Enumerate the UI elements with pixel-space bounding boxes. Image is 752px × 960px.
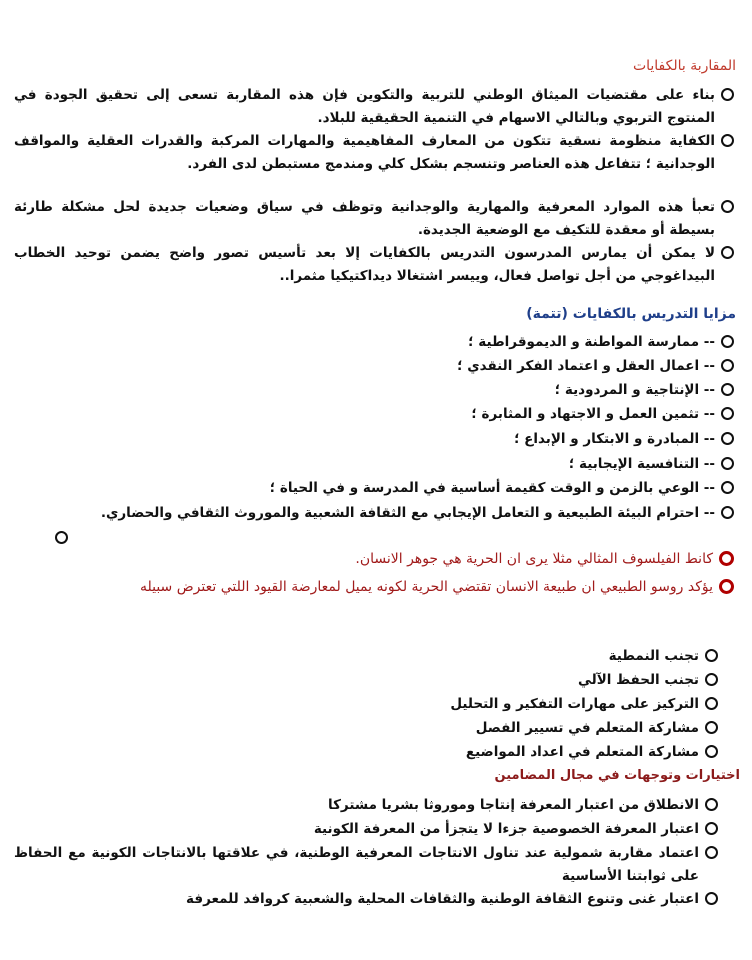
circle-bullet-icon (721, 88, 734, 101)
circle-bullet-icon (721, 200, 734, 213)
circle-bullet-icon (721, 134, 734, 147)
list-item (14, 693, 718, 716)
list-item (14, 669, 718, 692)
list-item (14, 130, 734, 176)
list-item (14, 331, 734, 354)
circle-bullet-icon (705, 697, 718, 710)
list-item-text: اعتبار غنى وتنوع الثقافة الوطنية والثقافات المحلية والشعبية كروافد للمعرفة (186, 891, 699, 907)
circle-bullet-icon (705, 721, 718, 734)
list-item (14, 403, 734, 426)
list-item-text: -- تثمين العمل و الاجتهاد و المثابرة ؛ (471, 406, 715, 422)
list-item (14, 818, 718, 841)
list-item-text: التركيز على مهارات التفكير و التحليل (450, 696, 699, 712)
list-item-text: كانط الفيلسوف المثالي مثلا يرى ان الحرية هي جوهر الانسان. (355, 551, 713, 567)
circle-bullet-icon (721, 432, 734, 445)
circle-bullet-icon (721, 481, 734, 494)
list-item (14, 428, 734, 451)
section-title-content-choices: اختيارات وتوجهات في مجال المضامين (494, 768, 740, 783)
list-item-text: -- الوعي بالزمن و الوقت كقيمة أساسية في المدرسة و في الحياة ؛ (269, 480, 715, 496)
list-item-text: يؤكد روسو الطبيعي ان طبيعة الانسان تقتضي الحرية لكونه يميل لمعارضة القيود اللتي تعترض سبيله (139, 579, 713, 595)
circle-bullet-icon (721, 506, 734, 519)
circle-bullet-icon (705, 649, 718, 662)
list-item (14, 477, 734, 500)
list-item (14, 574, 734, 600)
empty-bullet-icon (55, 531, 68, 544)
list-item-text: -- احترام البيئة الطبيعية و التعامل الإيجابي مع الثقافة الشعبية والموروث الثقافي والحضاري. (100, 505, 715, 521)
list-item-text: الانطلاق من اعتبار المعرفة إنتاجا وموروثا بشريا مشتركا (328, 797, 699, 813)
list-item (14, 453, 734, 476)
list-item (14, 717, 718, 740)
list-item-text: اعتبار المعرفة الخصوصية جزءا لا يتجزأ من المعرفة الكونية (313, 821, 699, 837)
list-item-text: -- المبادرة و الابتكار و الإبداع ؛ (514, 431, 715, 447)
list-item (14, 888, 718, 911)
list-item (14, 645, 718, 668)
list-item-text: -- الإنتاجية و المردودية ؛ (554, 382, 715, 398)
circle-bullet-icon (719, 551, 734, 566)
list-item-text: مشاركة المتعلم في تسيير الفصل (475, 720, 699, 736)
list-item (14, 242, 734, 288)
circle-bullet-icon (721, 246, 734, 259)
circle-bullet-icon (721, 407, 734, 420)
circle-bullet-icon (705, 798, 718, 811)
circle-bullet-icon (721, 457, 734, 470)
list-item (14, 355, 734, 378)
section-title-competencies: المقاربة بالكفايات (632, 58, 736, 74)
list-item-text: مشاركة المتعلم في اعداد المواضيع (465, 744, 699, 760)
circle-bullet-icon (705, 892, 718, 905)
circle-bullet-icon (705, 846, 718, 859)
circle-bullet-icon (721, 335, 734, 348)
list-item-text: تعبأ هذه الموارد المعرفية والمهارية والوجدانية وتوظف في سياق وضعيات جديدة لحل مشكلة طارئة بسيطة أو معقدة للتكيف مع الوضعية الجديدة. (14, 199, 715, 238)
circle-bullet-icon (705, 822, 718, 835)
list-item (14, 196, 734, 242)
list-item-text: بناء على مقتضيات الميثاق الوطني للتربية والتكوين فإن هذه المقاربة تسعى إلى تحقيق الجودة في المنتوج التربوي وبالتالي الاسهام في التنمية الحقيقية للبلاد. (14, 87, 715, 126)
list-item-text: تجنب الحفظ الآلي (577, 672, 699, 688)
section-title-advantages: مزايا التدريس بالكفايات (تتمة) (526, 306, 736, 322)
list-item (14, 546, 734, 572)
list-item-text: -- التنافسية الإيجابية ؛ (568, 456, 715, 472)
list-item-text: -- اعمال العقل و اعتماد الفكر النقدي ؛ (457, 358, 715, 374)
circle-bullet-icon (705, 745, 718, 758)
circle-bullet-icon (721, 383, 734, 396)
circle-bullet-icon (719, 579, 734, 594)
list-item-text: تجنب النمطية (608, 648, 699, 664)
list-item (14, 84, 734, 130)
list-item-text: -- ممارسة المواطنة و الديموقراطية ؛ (468, 334, 715, 350)
list-item-text: الكفاية منظومة نسقية تتكون من المعارف المفاهيمية والمهارات المركبة والقدرات العقلية والمواقف الوجدانية ؛ تتفاعل هذه العناصر وتنسجم بشكل كلي ومندمج مستبطن لدى الفرد. (14, 133, 715, 172)
list-item (14, 741, 718, 764)
circle-bullet-icon (721, 359, 734, 372)
list-item-text: لا يمكن أن يمارس المدرسون التدريس بالكفايات إلا بعد تأسيس تصور واضح يضمن توحيد الخطاب البيداغوجي من أجل تواصل فعال، وييسر اشتغالا ديداكتيكيا مثمرا.. (14, 245, 715, 284)
list-item (14, 794, 718, 817)
list-item (14, 502, 734, 525)
circle-bullet-icon (705, 673, 718, 686)
list-item (14, 842, 718, 888)
list-item-text: اعتماد مقاربة شمولية عند تناول الانتاجات المعرفية الوطنية، في علاقتها بالانتاجات الكونية مع الحفاظ على ثوابتنا الأساسية (14, 845, 699, 884)
list-item (14, 379, 734, 402)
